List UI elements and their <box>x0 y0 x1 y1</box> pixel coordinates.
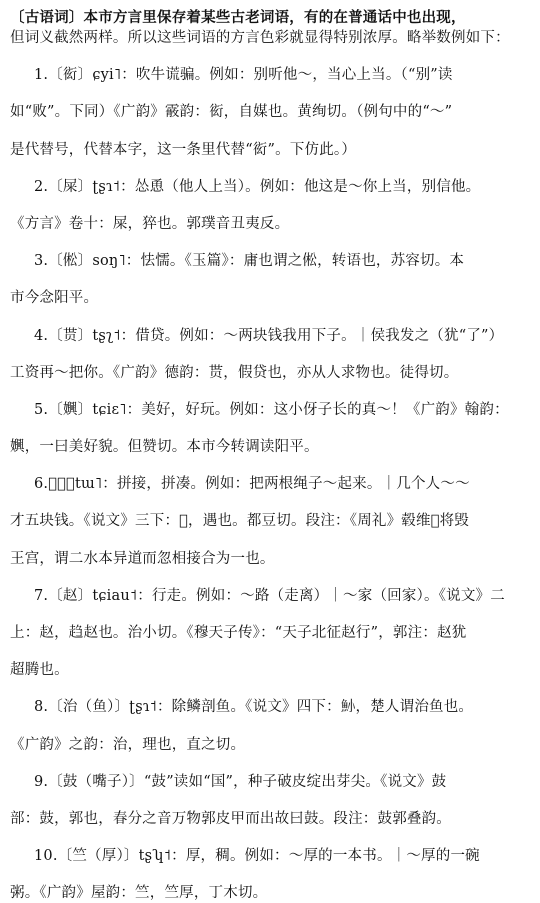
item-9-line-2: 部：鼓，郭也，春分之音万物郭皮甲而出故曰鼓。段注：鼓郭叠韵。 <box>10 810 451 827</box>
item-7-line-1: 7.〔赵〕tɕiau˦：行走。例如：～路（走离）｜～家（回家）。《说文》二 <box>34 587 505 604</box>
item-3-line-2: 市今念阳平。 <box>10 290 99 307</box>
item-8-line-1: 8.〔治（鱼）〕ʈʂɿ˦：除鳞剖鱼。《说文》四下：𩵖，楚人谓治鱼也。 <box>34 699 474 716</box>
item-6-line-2: 才五块钱。《说文》三下：𨷛，遇也。都豆切。段注：《周礼》毂维𨷛将毁 <box>10 513 469 530</box>
item-5-line-1: 5.〔嬹〕tɕiɛ˥：美好，好玩。例如：这小伢子长的真～！《广韵》翰韵： <box>34 401 509 418</box>
item-9-line-1: 9.〔鼓（嘴子）〕“鼓”读如“国”，种子破皮绽出芽尖。《说文》鼓 <box>34 773 447 790</box>
item-10-line-1: 10.〔竺（厚）〕tʂʮ˦：厚，稠。例如：～厚的一本书。｜～厚的一碗 <box>34 848 480 865</box>
item-4-line-2: 工资再～把你。《广韵》德韵：贳，假贷也，亦从人求物也。徒得切。 <box>10 364 459 381</box>
item-6-line-1: 6.〔𨷛〕tɯ˥：拼接，拼凑。例如：把两根绳子～起来。｜几个人～～ <box>34 476 470 493</box>
item-6-line-3: 王宫，谓二水本异道而忽相接合为一也。 <box>10 550 275 567</box>
item-1-line-1: 1.〔衒〕ɕyi˥：吹牛谎骗。例如：别听他～，当心上当。（“别”读 <box>34 67 453 84</box>
item-5-line-2: 嬹，一曰美好貌。但赞切。本市今转调读阳平。 <box>10 439 319 456</box>
item-1-line-3: 是代替号，代替本字，这一条里代替“衒”。下仿此。） <box>10 141 357 158</box>
item-7-line-3: 超腾也。 <box>10 662 69 679</box>
item-7-line-2: 上：赵，趋赵也。治小切。《穆天子传》：“天子北征赵行”，郭注：赵犹 <box>10 625 467 641</box>
item-8-line-2: 《广韵》之韵：治，理也，直之切。 <box>10 736 246 753</box>
intro-line-2: 但词义截然两样。所以这些词语的方言色彩就显得特别浓厚。略举数例如下： <box>10 30 510 46</box>
intro-line-1: 〔古语词〕本市方言里保存着某些古老词语，有的在普通话中也出现， <box>10 9 466 26</box>
item-2-line-2: 《方言》卷十：屎，猝也。郭璞音丑夷反。 <box>10 215 290 232</box>
item-2-line-1: 2.〔屎〕ʈʂɿ˦：怂恿（他人上当）。例如：他这是～你上当，别信他。 <box>34 178 481 195</box>
item-10-line-2: 粥。《广韵》屋韵：竺，竺厚，丁木切。 <box>10 885 268 902</box>
item-4-line-1: 4.〔贳〕tʂʅ˦：借贷。例如：～两块钱我用下子。｜侯我发之（犹“了”） <box>34 327 504 344</box>
item-1-line-2: 如“败”。下同）《广韵》霰韵：衒，自媒也。黄绚切。（例句中的“～” <box>10 104 453 121</box>
item-3-line-1: 3.〔倯〕soŋ˥：怯懦。《玉篇》：庸也谓之倯，转语也，苏容切。本 <box>34 253 465 270</box>
